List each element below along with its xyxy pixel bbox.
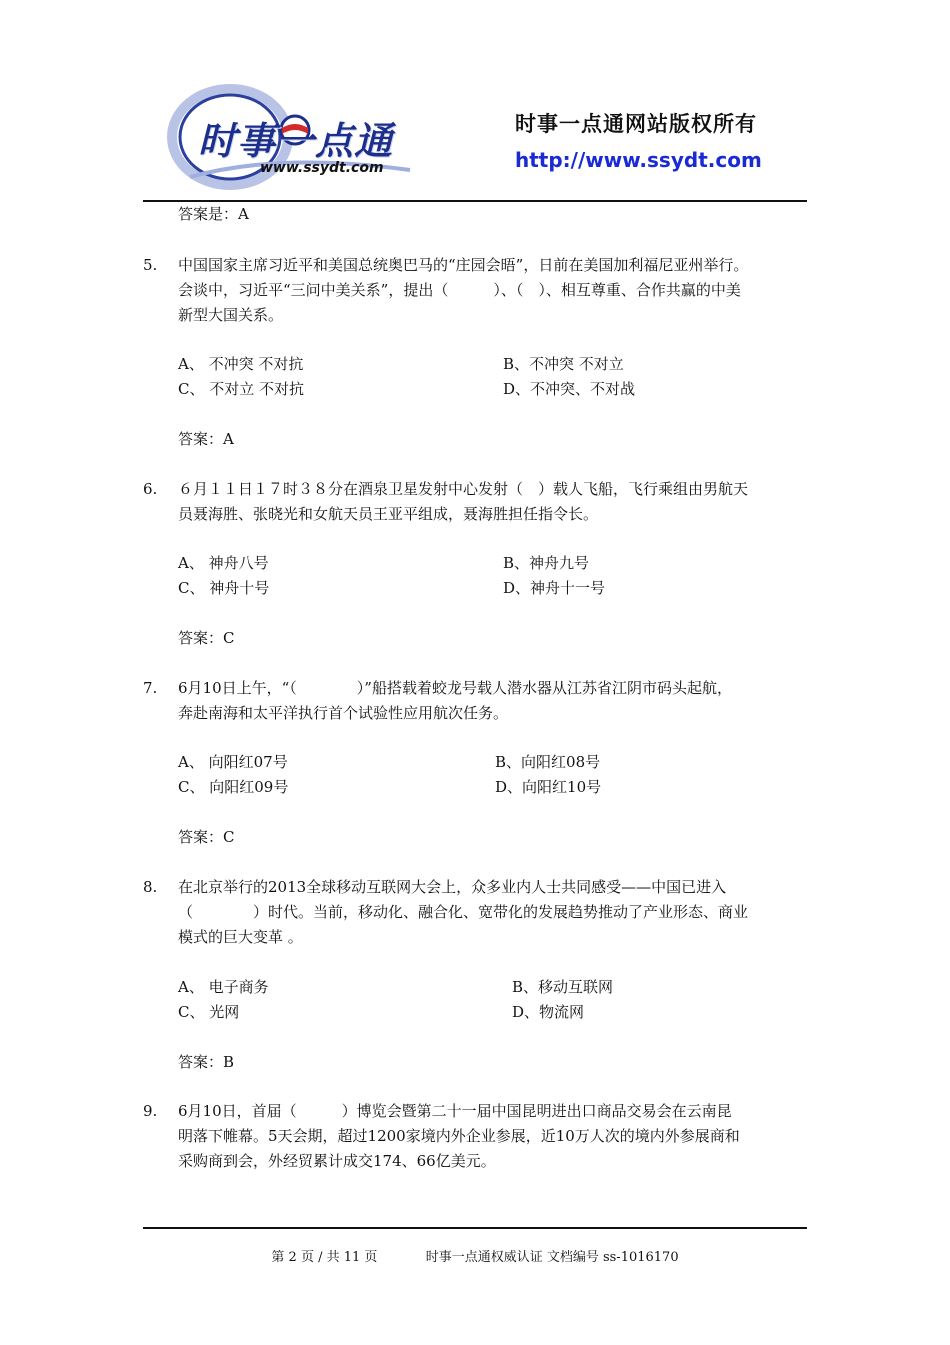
option-a: A、 电子商务 — [178, 978, 269, 996]
site-logo[interactable] — [160, 82, 430, 192]
option-d: D、向阳红10号 — [495, 778, 602, 796]
question-line: 员聂海胜、张晓光和女航天员王亚平组成，聂海胜担任指令长。 — [178, 505, 599, 523]
question-number: 6. — [143, 480, 158, 498]
answer-text: 答案：C — [178, 629, 235, 647]
prev-answer: 答案是：A — [178, 205, 249, 223]
option-d: D、不冲突、不对战 — [503, 380, 636, 398]
option-c: C、 向阳红09号 — [178, 778, 289, 796]
option-b: B、不冲突 不对立 — [503, 355, 624, 373]
answer-text: 答案：C — [178, 828, 235, 846]
question-number: 5. — [143, 256, 158, 274]
option-a: A、 向阳红07号 — [178, 753, 288, 771]
page-info: 第 2 页 / 共 11 页 — [271, 1250, 378, 1265]
question-line: 会谈中，习近平“三问中美关系”，提出（ ）、（ ）、相互尊重、合作共赢的中美 — [178, 281, 741, 299]
answer-text: 答案：B — [178, 1053, 235, 1071]
header-right — [515, 108, 780, 172]
doc-info: 时事一点通权威认证 文档编号 ss-1016170 — [425, 1250, 679, 1265]
question-line: 模式的巨大变革 。 — [178, 928, 303, 946]
option-c: C、 不对立 不对抗 — [178, 380, 305, 398]
question-number: 9. — [143, 1102, 158, 1120]
question-text — [178, 477, 808, 527]
option-c: C、 光网 — [178, 1003, 240, 1021]
question-number: 7. — [143, 679, 158, 697]
option-c: C、 神舟十号 — [178, 579, 270, 597]
logo-url: www.ssydt.com — [260, 160, 384, 176]
question-line: 中国国家主席习近平和美国总统奥巴马的“庄园会晤”，日前在美国加利福尼亚州举行。 — [178, 256, 749, 274]
question-line: ６月１１日１７时３８分在酒泉卫星发射中心发射（ ）载人飞船，飞行乘组由男航天 — [178, 480, 749, 498]
question-line: 采购商到会，外经贸累计成交174、66亿美元。 — [178, 1152, 496, 1170]
option-d: D、神舟十一号 — [503, 579, 606, 597]
footer-divider — [143, 1227, 807, 1229]
option-b: B、神舟九号 — [503, 554, 590, 572]
question-text — [178, 676, 808, 726]
logo-text: 时事一点通 — [198, 119, 394, 163]
question-line: 在北京举行的2013全球移动互联网大会上，众多业内人士共同感受——中国已进入 — [178, 878, 727, 896]
option-b: B、移动互联网 — [512, 978, 614, 996]
question-text — [178, 253, 808, 328]
site-url-link[interactable]: http://www.ssydt.com — [515, 148, 762, 172]
option-d: D、物流网 — [512, 1003, 585, 1021]
question-line: 明落下帷幕。5天会期，超过1200家境内外企业参展，近10万人次的境内外参展商和 — [178, 1127, 740, 1145]
page-footer — [0, 1246, 950, 1265]
option-a: A、 不冲突 不对抗 — [178, 355, 304, 373]
question-line: 6月10日，首届（ ）博览会暨第二十一届中国昆明进出口商品交易会在云南昆 — [178, 1102, 732, 1120]
question-text — [178, 875, 808, 950]
question-line: 奔赴南海和太平洋执行首个试验性应用航次任务。 — [178, 704, 509, 722]
question-number: 8. — [143, 878, 158, 896]
option-b: B、向阳红08号 — [495, 753, 601, 771]
option-a: A、 神舟八号 — [178, 554, 269, 572]
answer-text: 答案：A — [178, 430, 234, 448]
question-text — [178, 1099, 808, 1174]
question-line: 6月10日上午，“（ ）”船搭载着蛟龙号载人潜水器从江苏省江阴市码头起航， — [178, 679, 732, 697]
question-line: （ ）时代。当前，移动化、融合化、宽带化的发展趋势推动了产业形态、商业 — [178, 903, 749, 921]
question-line: 新型大国关系。 — [178, 306, 284, 324]
copyright-text: 时事一点通网站版权所有 — [515, 112, 757, 136]
